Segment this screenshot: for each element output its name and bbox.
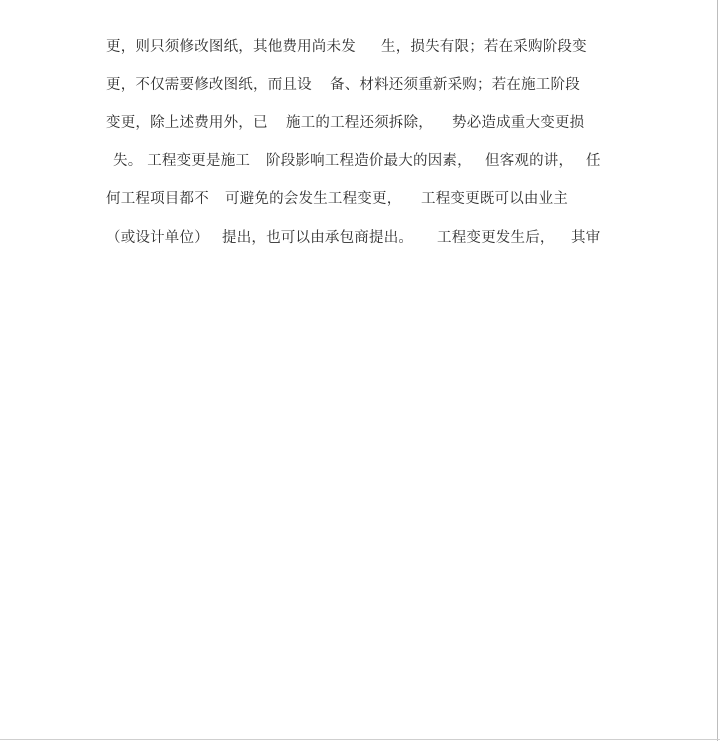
- text-segment: 何工程项目都不: [106, 191, 209, 207]
- text-line-4: [0, 150, 601, 172]
- text-segment: 其审: [571, 230, 601, 246]
- text-segment: 势必造成重大变更损: [452, 115, 585, 131]
- text-segment: 生，损失有限；若在采购阶段变: [381, 39, 587, 55]
- text-line-6: [0, 227, 601, 249]
- text-line-2: [0, 74, 580, 96]
- text-segment: 提出，也可以由承包商提出。: [222, 230, 414, 246]
- text-segment: 更，则只须修改图纸，其他费用尚未发: [106, 39, 356, 55]
- text-segment: 工程变更既可以由业主: [421, 191, 568, 207]
- text-line-1: [0, 36, 587, 58]
- text-segment: 阶段影响工程造价最大的因素，: [266, 153, 472, 169]
- text-segment: 任: [586, 153, 601, 169]
- text-segment: （或设计单位）: [106, 230, 209, 246]
- page-border-right: [717, 0, 718, 741]
- text-segment: 失。 工程变更是施工: [113, 153, 251, 169]
- text-segment: 变更，除上述费用外，已: [106, 115, 268, 131]
- text-segment: 更，不仅需要修改图纸，而且设: [106, 77, 312, 93]
- text-segment: 施工的工程还须拆除，: [286, 115, 433, 131]
- page-border-bottom: [0, 739, 720, 740]
- text-segment: 但客观的讲，: [485, 153, 574, 169]
- text-segment: 可避免的会发生工程变更，: [225, 191, 402, 207]
- text-segment: 备、材料还须重新采购；若在施工阶段: [330, 77, 580, 93]
- text-segment: 工程变更发生后，: [437, 230, 555, 246]
- text-line-5: [0, 188, 568, 210]
- text-line-3: [0, 112, 585, 134]
